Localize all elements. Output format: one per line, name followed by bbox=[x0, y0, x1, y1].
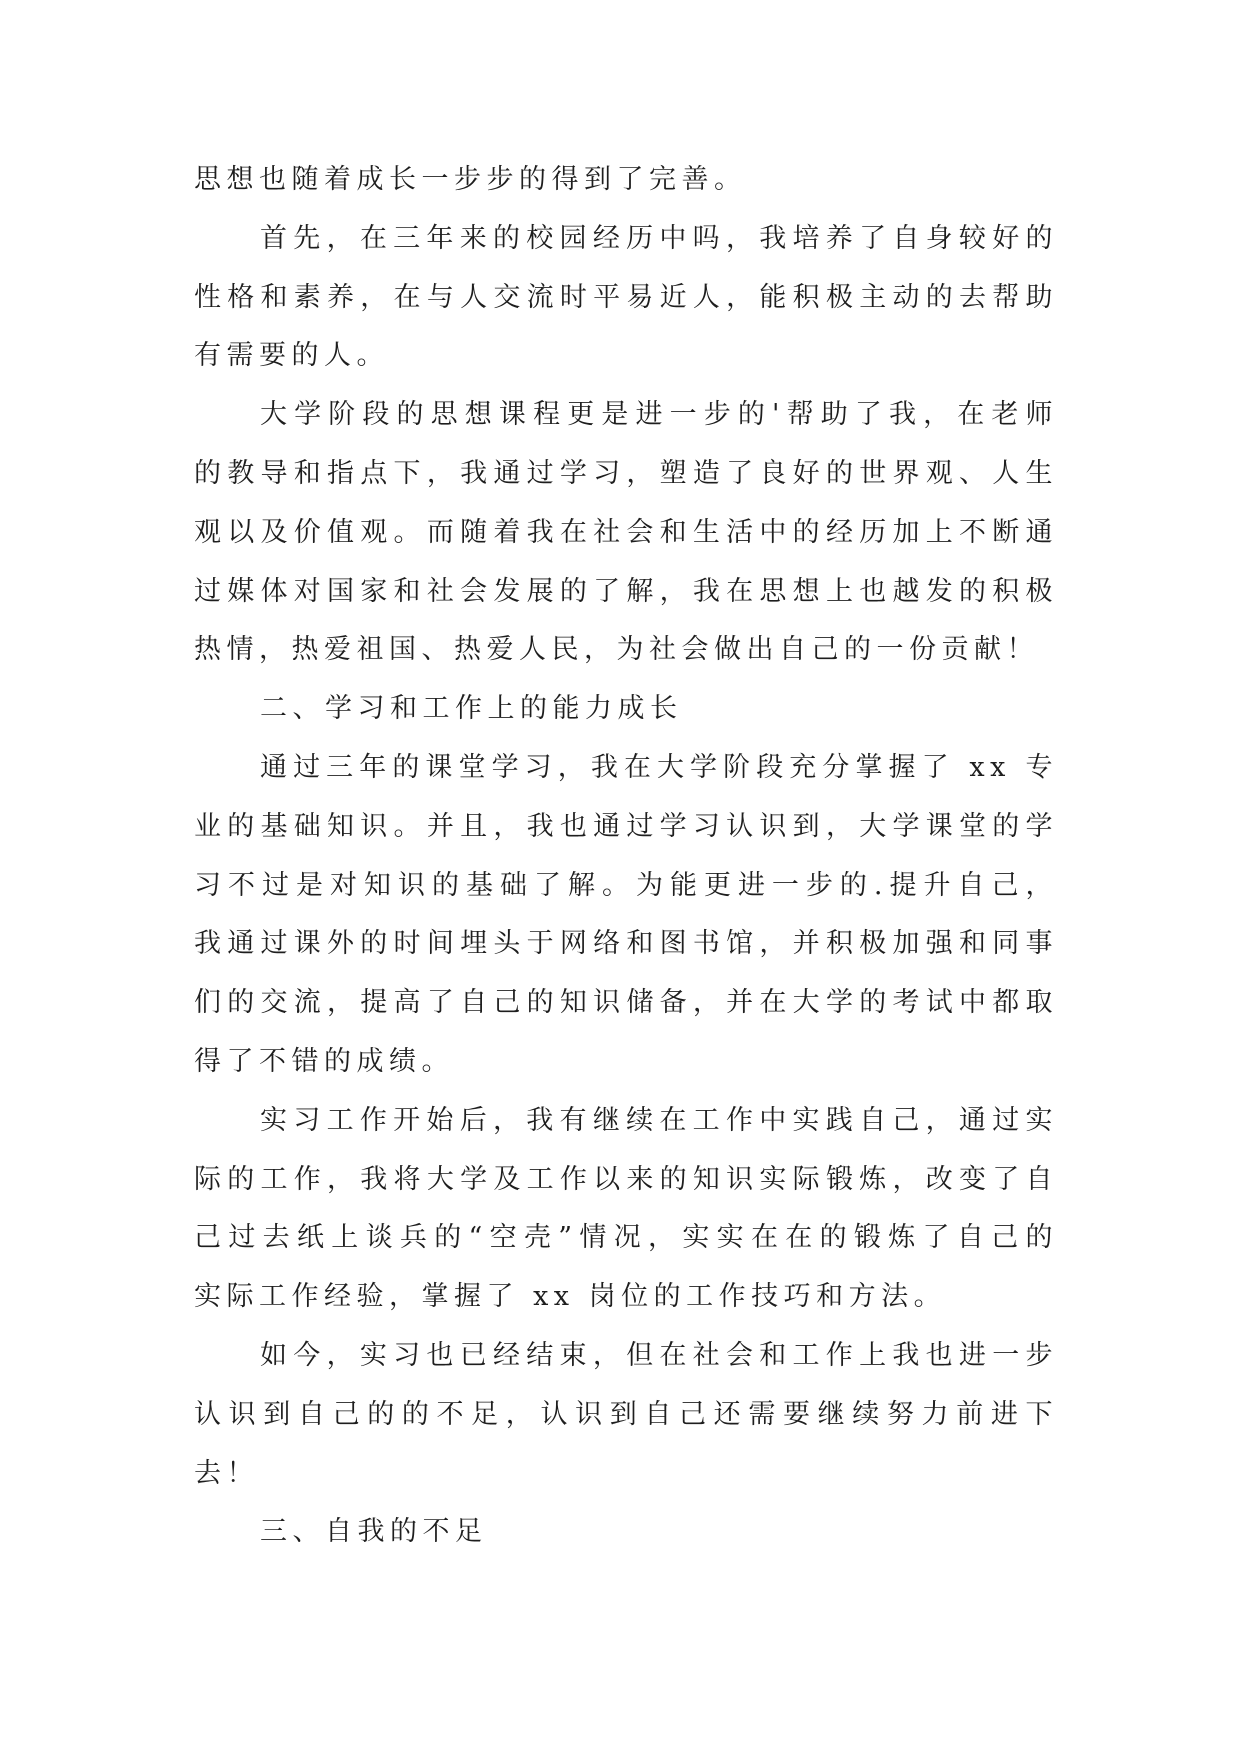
paragraph bbox=[194, 210, 1058, 386]
text-line: 通过三年的课堂学习，我在大学阶段充分掌握了 xx 专 bbox=[260, 751, 1058, 783]
paragraph bbox=[194, 1327, 1058, 1503]
text-line: 己过去纸上谈兵的“空壳”情况，实实在在的锻炼了自己的 bbox=[194, 1222, 1058, 1254]
paragraph bbox=[194, 1092, 1058, 1327]
paragraph bbox=[194, 151, 1058, 210]
text-line: 们的交流，提高了自己的知识储备，并在大学的考试中都取 bbox=[194, 987, 1058, 1019]
text-line: 习不过是对知识的基础了解。为能更进一步的.提升自己， bbox=[194, 869, 1058, 901]
text-line: 得了不错的成绩。 bbox=[194, 1045, 454, 1077]
text-line: 认识到自己的的不足，认识到自己还需要继续努力前进下 bbox=[194, 1398, 1058, 1430]
text-line: 大学阶段的思想课程更是进一步的'帮助了我，在老师 bbox=[260, 399, 1058, 431]
text-line: 热情，热爱祖国、热爱人民，为社会做出自己的一份贡献！ bbox=[194, 634, 1039, 666]
text-line: 观以及价值观。而随着我在社会和生活中的经历加上不断通 bbox=[194, 516, 1058, 548]
text-line: 有需要的人。 bbox=[194, 340, 389, 372]
text-line: 实习工作开始后，我有继续在工作中实践自己，通过实 bbox=[260, 1104, 1058, 1136]
paragraph bbox=[194, 739, 1058, 1092]
document-body bbox=[194, 151, 1058, 1562]
text-line: 思想也随着成长一步步的得到了完善。 bbox=[194, 164, 747, 195]
text-line: 过媒体对国家和社会发展的了解，我在思想上也越发的积极 bbox=[194, 575, 1058, 607]
text-line: 实际工作经验，掌握了 xx 岗位的工作技巧和方法。 bbox=[194, 1281, 947, 1313]
section-heading-text: 三、自我的不足 bbox=[260, 1516, 488, 1548]
text-line: 去！ bbox=[194, 1457, 259, 1489]
text-line: 的教导和指点下，我通过学习，塑造了良好的世界观、人生 bbox=[194, 457, 1058, 489]
section-heading bbox=[194, 1503, 1058, 1562]
section-heading bbox=[194, 680, 1058, 739]
paragraph bbox=[194, 386, 1058, 680]
text-line: 性格和素养，在与人交流时平易近人，能积极主动的去帮助 bbox=[194, 281, 1058, 313]
text-line: 业的基础知识。并且，我也通过学习认识到，大学课堂的学 bbox=[194, 810, 1058, 842]
section-heading-text: 二、学习和工作上的能力成长 bbox=[260, 693, 683, 725]
text-line: 际的工作，我将大学及工作以来的知识实际锻炼，改变了自 bbox=[194, 1163, 1058, 1195]
text-line: 首先，在三年来的校园经历中吗，我培养了自身较好的 bbox=[260, 222, 1058, 254]
text-line: 我通过课外的时间埋头于网络和图书馆，并积极加强和同事 bbox=[194, 928, 1058, 960]
text-line: 如今，实习也已经结束，但在社会和工作上我也进一步 bbox=[260, 1339, 1058, 1371]
